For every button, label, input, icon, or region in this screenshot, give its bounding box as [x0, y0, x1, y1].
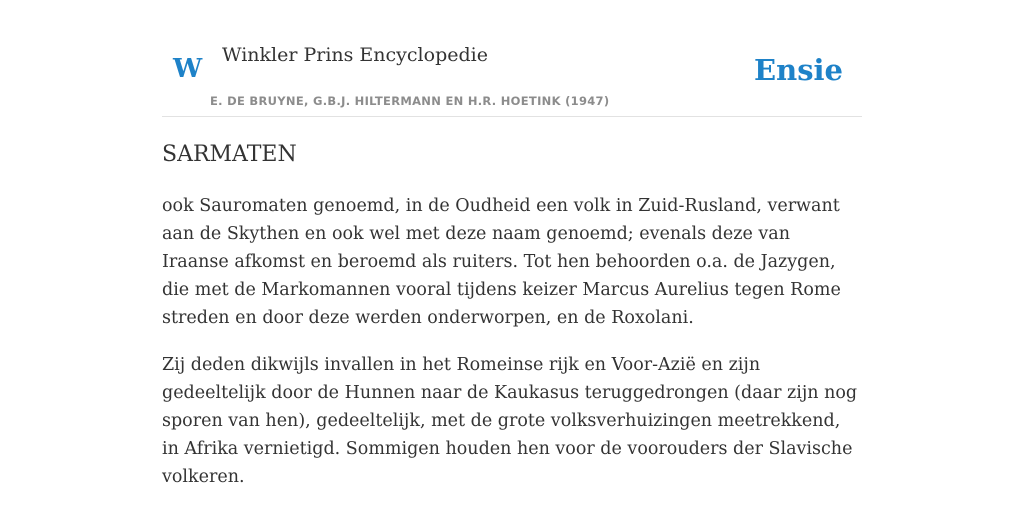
entry-paragraph: ook Sauromaten genoemd, in de Oudheid een volk in Zuid-Rusland, verwant aan de Skythen en ook wel met deze naam genoemd; evenals deze van Iraanse afkomst en beroemd als ruiters. Tot hen behoorden o.a. de Jazygen, die met de Markomannen vooral tijdens keizer Marcus Aurelius tegen Rome streden en door deze werden onderworpen, en de Roxolani.: [162, 196, 841, 328]
ensie-logo-link[interactable]: Ensie: [754, 53, 843, 87]
source-title-link[interactable]: Winkler Prins Encyclopedie: [222, 44, 488, 66]
page-container: [162, 0, 862, 512]
source-logo-icon[interactable]: W: [173, 54, 203, 84]
source-authors: E. DE BRUYNE, G.B.J. HILTERMANN EN H.R. HOETINK (1947): [210, 94, 610, 108]
source-header: [162, 0, 862, 117]
entry-paragraph: Zij deden dikwijls invallen in het Romeinse rijk en Voor-Azië en zijn gedeeltelijk door de Hunnen naar de Kaukasus teruggedrongen (daar zijn nog sporen van hen), gedeeltelijk, met de grote volksverhuizingen meetrekkend, in Afrika vernietigd. Sommigen houden hen voor de voorouders der Slavische volkeren.: [162, 355, 858, 487]
entry-content: [162, 192, 862, 510]
entry-title: SARMATEN: [162, 142, 297, 167]
